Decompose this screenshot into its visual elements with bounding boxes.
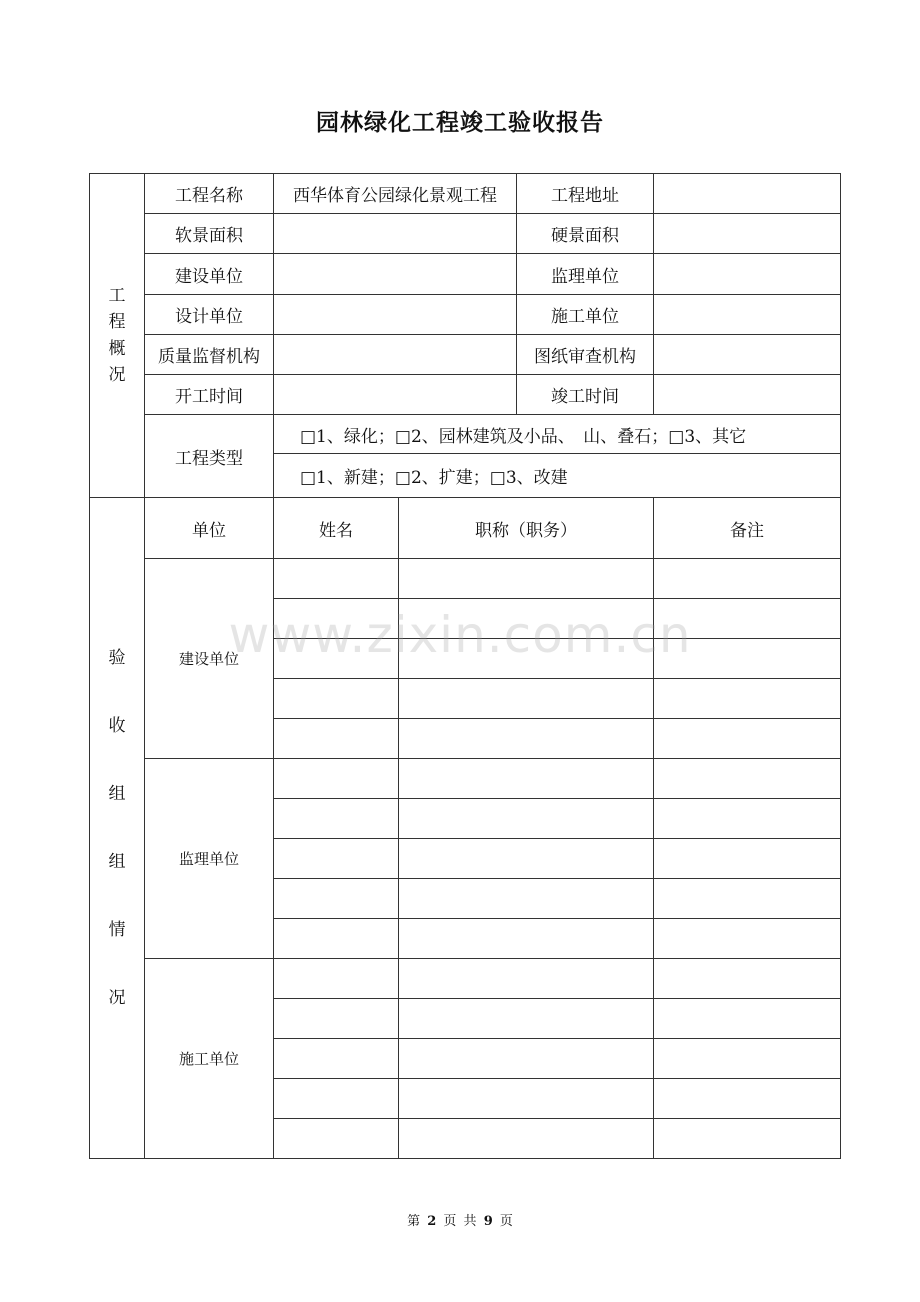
member-name-cell[interactable] xyxy=(274,719,399,759)
member-remarks-cell[interactable] xyxy=(654,799,841,839)
quality-supervision-label: 质量监督机构 xyxy=(145,335,274,375)
project-overview-table xyxy=(89,173,841,498)
softscape-area-label: 软景面积 xyxy=(145,214,274,254)
footer-mid: 页 共 xyxy=(443,1214,477,1229)
member-title-cell[interactable] xyxy=(399,799,654,839)
member-remarks-cell[interactable] xyxy=(654,1039,841,1079)
header-unit: 单位 xyxy=(145,498,274,559)
member-title-cell[interactable] xyxy=(399,839,654,879)
watermark: www.zixin.com.cn xyxy=(228,606,692,664)
header-name: 姓名 xyxy=(274,498,399,559)
developer-value[interactable] xyxy=(274,254,517,295)
supervisor-value[interactable] xyxy=(654,254,841,295)
completion-date-value[interactable] xyxy=(654,375,841,415)
member-remarks-cell[interactable] xyxy=(654,959,841,999)
member-name-cell[interactable] xyxy=(274,679,399,719)
project-type-options-1[interactable]: □1、绿化；□2、园林建筑及小品、 山、叠石；□3、其它 xyxy=(274,415,841,454)
member-name-cell[interactable] xyxy=(274,559,399,599)
footer-suffix: 页 xyxy=(499,1214,513,1229)
project-name-value[interactable]: 西华体育公园绿化景观工程 xyxy=(274,174,517,214)
member-name-cell[interactable] xyxy=(274,839,399,879)
member-name-cell[interactable] xyxy=(274,639,399,679)
member-name-cell[interactable] xyxy=(274,919,399,959)
member-title-cell[interactable] xyxy=(399,599,654,639)
member-name-cell[interactable] xyxy=(274,759,399,799)
project-type-options-2[interactable]: □1、新建；□2、扩建；□3、改建 xyxy=(274,454,841,498)
member-title-cell[interactable] xyxy=(399,1079,654,1119)
developer-label: 建设单位 xyxy=(145,254,274,295)
header-title: 职称（职务） xyxy=(399,498,654,559)
contractor-value[interactable] xyxy=(654,295,841,335)
member-remarks-cell[interactable] xyxy=(654,559,841,599)
member-remarks-cell[interactable] xyxy=(654,679,841,719)
drawing-review-value[interactable] xyxy=(654,335,841,375)
member-name-cell[interactable] xyxy=(274,799,399,839)
member-title-cell[interactable] xyxy=(399,1039,654,1079)
softscape-area-value[interactable] xyxy=(274,214,517,254)
member-title-cell[interactable] xyxy=(399,919,654,959)
member-title-cell[interactable] xyxy=(399,1119,654,1159)
member-title-cell[interactable] xyxy=(399,639,654,679)
project-address-label: 工程地址 xyxy=(517,174,654,214)
member-title-cell[interactable] xyxy=(399,759,654,799)
member-name-cell[interactable] xyxy=(274,959,399,999)
member-title-cell[interactable] xyxy=(399,879,654,919)
supervisor-label: 监理单位 xyxy=(517,254,654,295)
completion-date-label: 竣工时间 xyxy=(517,375,654,415)
page-footer xyxy=(0,1210,920,1229)
member-remarks-cell[interactable] xyxy=(654,1119,841,1159)
drawing-review-label: 图纸审查机构 xyxy=(517,335,654,375)
overview-side-label: 工 程 概 况 xyxy=(90,174,145,498)
team-side-label: 验 收 组 组 情 况 xyxy=(90,498,145,1159)
group-contractor: 施工单位 xyxy=(145,959,274,1159)
member-remarks-cell[interactable] xyxy=(654,759,841,799)
member-name-cell[interactable] xyxy=(274,1079,399,1119)
member-title-cell[interactable] xyxy=(399,719,654,759)
project-address-value[interactable] xyxy=(654,174,841,214)
quality-supervision-value[interactable] xyxy=(274,335,517,375)
acceptance-team-table xyxy=(89,497,841,1159)
member-title-cell[interactable] xyxy=(399,999,654,1039)
member-title-cell[interactable] xyxy=(399,679,654,719)
member-name-cell[interactable] xyxy=(274,1119,399,1159)
footer-page-number: 2 xyxy=(427,1214,437,1229)
group-supervisor: 监理单位 xyxy=(145,759,274,959)
hardscape-area-label: 硬景面积 xyxy=(517,214,654,254)
footer-prefix: 第 xyxy=(407,1214,421,1229)
member-name-cell[interactable] xyxy=(274,1039,399,1079)
header-remarks: 备注 xyxy=(654,498,841,559)
member-remarks-cell[interactable] xyxy=(654,719,841,759)
member-remarks-cell[interactable] xyxy=(654,1079,841,1119)
member-title-cell[interactable] xyxy=(399,959,654,999)
start-date-label: 开工时间 xyxy=(145,375,274,415)
member-name-cell[interactable] xyxy=(274,599,399,639)
member-name-cell[interactable] xyxy=(274,879,399,919)
member-remarks-cell[interactable] xyxy=(654,919,841,959)
start-date-value[interactable] xyxy=(274,375,517,415)
contractor-label: 施工单位 xyxy=(517,295,654,335)
page-title: 园林绿化工程竣工验收报告 xyxy=(316,110,604,136)
member-title-cell[interactable] xyxy=(399,559,654,599)
footer-total-pages: 9 xyxy=(483,1214,493,1229)
hardscape-area-value[interactable] xyxy=(654,214,841,254)
designer-label: 设计单位 xyxy=(145,295,274,335)
member-name-cell[interactable] xyxy=(274,999,399,1039)
member-remarks-cell[interactable] xyxy=(654,639,841,679)
group-developer: 建设单位 xyxy=(145,559,274,759)
member-remarks-cell[interactable] xyxy=(654,879,841,919)
member-remarks-cell[interactable] xyxy=(654,599,841,639)
member-remarks-cell[interactable] xyxy=(654,999,841,1039)
designer-value[interactable] xyxy=(274,295,517,335)
member-remarks-cell[interactable] xyxy=(654,839,841,879)
project-name-label: 工程名称 xyxy=(145,174,274,214)
project-type-label: 工程类型 xyxy=(145,415,274,498)
